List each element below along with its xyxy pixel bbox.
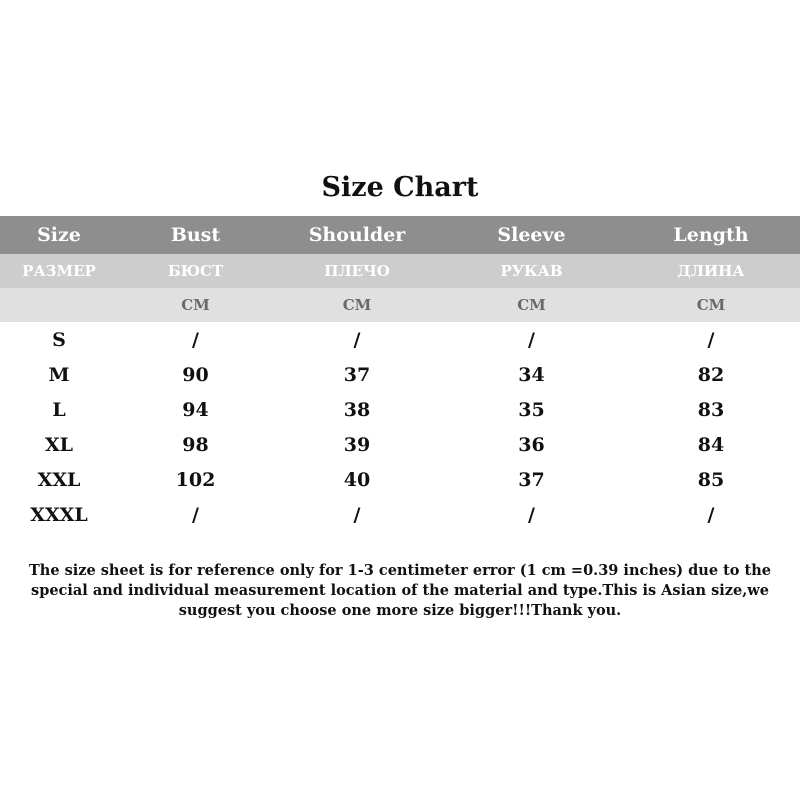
table-row bbox=[0, 357, 800, 392]
table-row bbox=[0, 497, 800, 532]
size-cell: L bbox=[52, 398, 66, 421]
page-title: Size Chart bbox=[321, 172, 479, 203]
unit-shoulder: CM bbox=[342, 296, 372, 314]
length-cell: 82 bbox=[697, 363, 725, 386]
bust-cell: 98 bbox=[182, 433, 209, 456]
shoulder-cell: 38 bbox=[343, 398, 371, 421]
length-cell: 85 bbox=[697, 468, 725, 491]
size-cell: S bbox=[52, 328, 66, 351]
header-shoulder: Shoulder bbox=[308, 224, 406, 246]
header-russian-row bbox=[0, 254, 800, 288]
size-cell: XXL bbox=[37, 468, 81, 491]
length-cell: 83 bbox=[697, 398, 725, 421]
bust-cell: / bbox=[192, 328, 199, 351]
bust-cell: / bbox=[192, 503, 199, 526]
bust-cell: 102 bbox=[175, 468, 216, 491]
shoulder-cell: 37 bbox=[343, 363, 371, 386]
header-ru-bust: БЮСТ bbox=[167, 262, 224, 280]
size-cell: XL bbox=[44, 433, 74, 456]
unit-sleeve: CM bbox=[517, 296, 546, 314]
length-cell: / bbox=[707, 328, 715, 351]
header-size: Size bbox=[37, 224, 81, 246]
length-cell: 84 bbox=[697, 433, 725, 456]
sleeve-cell: 37 bbox=[518, 468, 545, 491]
size-cell: XXXL bbox=[30, 503, 88, 526]
header-bust: Bust bbox=[170, 224, 221, 246]
shoulder-cell: 39 bbox=[343, 433, 371, 456]
unit-row bbox=[0, 288, 800, 322]
bust-cell: 94 bbox=[182, 398, 209, 421]
table-row bbox=[0, 462, 800, 497]
shoulder-cell: 40 bbox=[343, 468, 371, 491]
length-cell: / bbox=[707, 503, 715, 526]
header-row bbox=[0, 216, 800, 254]
unit-bust: CM bbox=[181, 296, 210, 314]
header-sleeve: Sleeve bbox=[497, 224, 566, 246]
header-length: Length bbox=[673, 224, 749, 246]
header-ru-shoulder: ПЛЕЧО bbox=[324, 262, 390, 280]
header-ru-size: РАЗМЕР bbox=[22, 262, 96, 280]
shoulder-cell: / bbox=[353, 328, 361, 351]
bust-cell: 90 bbox=[182, 363, 209, 386]
table-row bbox=[0, 392, 800, 427]
size-cell: M bbox=[48, 363, 70, 386]
header-ru-length: ДЛИНА bbox=[677, 262, 745, 280]
shoulder-cell: / bbox=[353, 503, 361, 526]
table-row bbox=[0, 322, 800, 357]
sleeve-cell: / bbox=[528, 503, 535, 526]
unit-length: CM bbox=[696, 296, 726, 314]
header-ru-sleeve: РУКАВ bbox=[500, 262, 563, 280]
sleeve-cell: 34 bbox=[518, 363, 545, 386]
sleeve-cell: / bbox=[528, 328, 535, 351]
size-note: The size sheet is for reference only for 1-3 centimeter error (1 cm =0.39 inches) due to the special and individual measurement location of the material and type.This is Asian size,we suggest you choose one more size bigger!!!Thank you. bbox=[28, 562, 771, 619]
size-table bbox=[0, 216, 800, 532]
table-row bbox=[0, 427, 800, 462]
sleeve-cell: 35 bbox=[518, 398, 545, 421]
sleeve-cell: 36 bbox=[518, 433, 545, 456]
